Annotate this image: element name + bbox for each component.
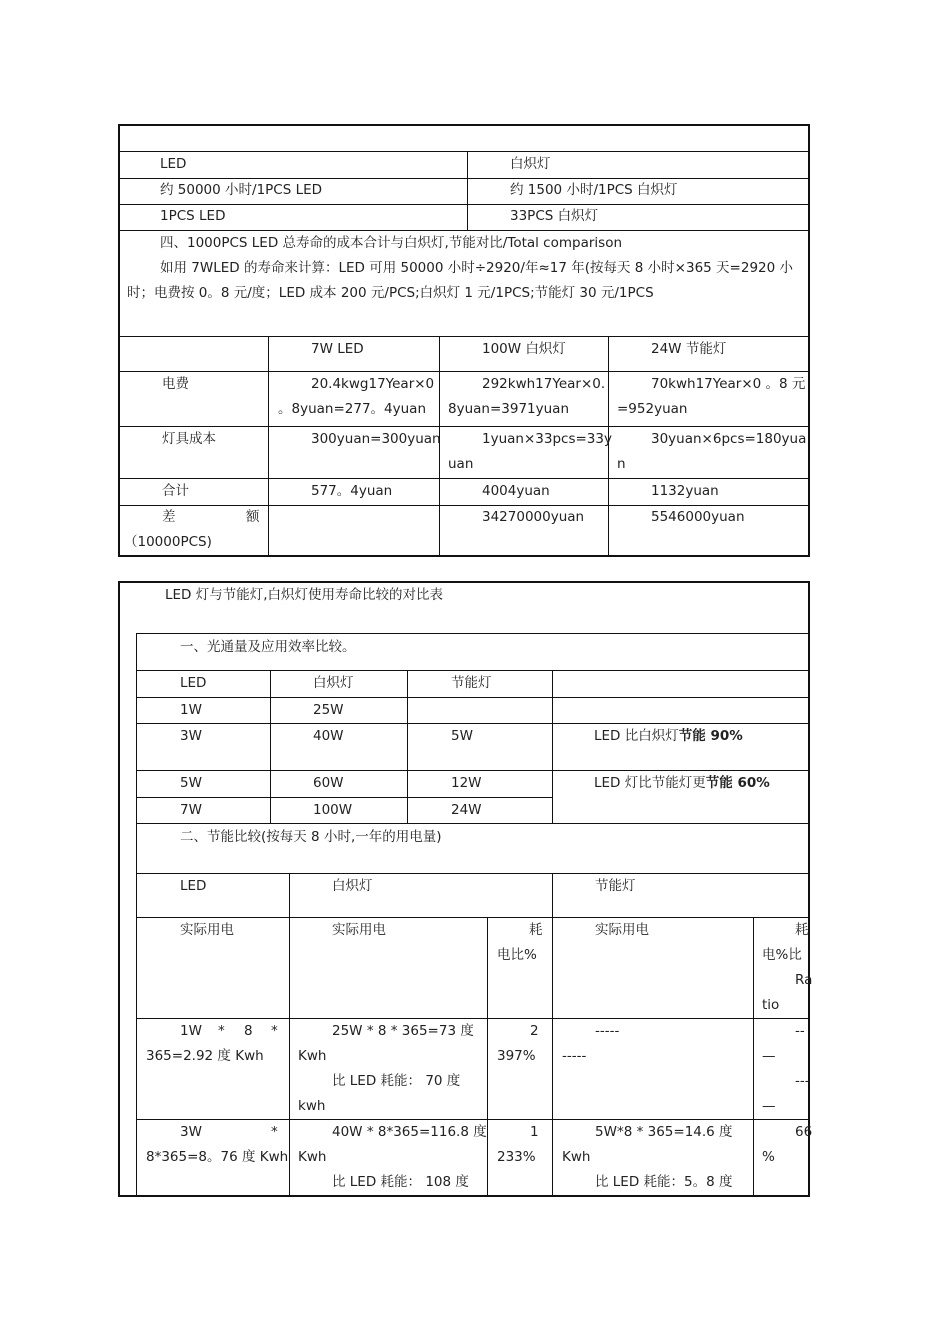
cell-text: 397%: [497, 1048, 536, 1064]
table-rule: [753, 917, 754, 1196]
table-rule: [467, 151, 468, 230]
row-label: 额: [246, 509, 260, 525]
cell-text: 34270000yuan: [482, 509, 585, 525]
cell-text: LED: [160, 156, 187, 172]
cell-text: 8: [244, 1023, 253, 1039]
remark-text: LED 比白炽灯: [594, 728, 679, 744]
section-title: 一、光通量及应用效率比较。: [180, 639, 356, 655]
remark-highlight: 节能 90%: [678, 728, 743, 744]
cell-text: 3W: [180, 1124, 202, 1140]
table-rule: [136, 697, 809, 698]
table-rule: [136, 873, 809, 874]
cell-text: 577。4yuan: [311, 483, 393, 499]
sub-header: 耗: [795, 922, 809, 938]
cell-text: 40W: [313, 728, 344, 744]
table-rule: [118, 1195, 810, 1197]
note-line: 如用 7WLED 的寿命来计算：LED 可用 50000 小时÷2920/年≈17 年(按每天 8 小时×365 天=2920 小: [160, 260, 793, 276]
cell-text: 4004yuan: [482, 483, 550, 499]
cell-text: 25W * 8 * 365=73 度: [332, 1023, 474, 1039]
cell-text: 20.4kwg17Year×0: [311, 376, 435, 392]
sub-header: Ra: [795, 972, 813, 988]
table-rule: [136, 823, 809, 824]
cell-text: 1: [530, 1124, 539, 1140]
cell-text: 白炽灯: [510, 156, 551, 172]
cell-text: 33PCS 白炽灯: [510, 208, 599, 224]
cell-text: 1yuan×33pcs=33y: [482, 431, 612, 447]
table-rule: [552, 670, 553, 823]
table-rule: [268, 336, 269, 556]
column-header: 节能灯: [451, 675, 492, 691]
note-line: 四、1000PCS LED 总寿命的成本合计与白炽灯,节能对比/Total comparison: [160, 235, 623, 251]
table-title: LED 灯与节能灯,白炽灯使用寿命比较的对比表: [165, 587, 444, 603]
note-line: 时；电费按 0。8 元/度；LED 成本 200 元/PCS;白炽灯 1 元/1PCS;节能灯 30 元/1PCS: [127, 285, 654, 301]
sub-header: tio: [762, 997, 780, 1013]
cell-text: 2: [530, 1023, 539, 1039]
column-header: LED: [180, 878, 207, 894]
cell-text: —: [762, 1098, 776, 1114]
cell-text: *: [271, 1023, 278, 1039]
cell-text: 8yuan=3971yuan: [448, 401, 570, 417]
sub-header: 电比%: [497, 947, 537, 963]
cell-text: —: [762, 1048, 776, 1064]
cell-text: 约 1500 小时/1PCS 白炽灯: [510, 182, 678, 198]
table-rule: [118, 581, 120, 1197]
table-rule: [119, 151, 809, 152]
row-label: 差: [162, 509, 176, 525]
cell-text: 1W: [180, 1023, 202, 1039]
sub-header: 实际用电: [180, 922, 234, 938]
column-header: LED: [180, 675, 207, 691]
cell-text: 3W: [180, 728, 202, 744]
cell-text: 300yuan=300yuan: [311, 431, 441, 447]
cell-text: 25W: [313, 702, 344, 718]
table-rule: [289, 873, 290, 1196]
cell-text: -----: [595, 1023, 620, 1039]
remark: [594, 771, 770, 796]
row-label: 合计: [162, 483, 189, 499]
cell-text: 1PCS LED: [160, 208, 226, 224]
sub-header: 实际用电: [332, 922, 386, 938]
cell-text: --: [795, 1023, 805, 1039]
cell-text: 约 50000 小时/1PCS LED: [160, 182, 323, 198]
column-header: 100W 白炽灯: [482, 341, 566, 357]
cell-text: 。8yuan=277。4yuan: [278, 401, 427, 417]
cell-text: 5W: [451, 728, 473, 744]
cell-text: 292kwh17Year×0.: [482, 376, 606, 392]
cell-text: 比 LED 耗能： 108 度: [332, 1174, 469, 1190]
cell-text: 比 LED 耗能：5。8 度: [595, 1174, 733, 1190]
cell-text: %: [762, 1149, 775, 1165]
column-header: 节能灯: [595, 878, 636, 894]
cell-text: 5546000yuan: [651, 509, 745, 525]
cell-text: -----: [562, 1048, 587, 1064]
cell-text: 24W: [451, 802, 482, 818]
table-rule: [270, 670, 271, 823]
cell-text: *: [271, 1124, 278, 1140]
remark-text: LED 灯比节能灯更: [594, 775, 706, 791]
cell-text: =952yuan: [617, 401, 688, 417]
cell-text: uan: [448, 456, 474, 472]
table-rule: [552, 873, 553, 1196]
cell-text: n: [617, 456, 626, 472]
cell-text: 1W: [180, 702, 202, 718]
cell-text: 1132yuan: [651, 483, 719, 499]
cell-text: 100W: [313, 802, 353, 818]
cell-text: 60W: [313, 775, 344, 791]
column-header: 24W 节能灯: [651, 341, 727, 357]
sub-header: 耗: [529, 922, 543, 938]
sub-header: 实际用电: [595, 922, 649, 938]
cell-text: 8*365=8。76 度 Kwh: [146, 1149, 289, 1165]
remark: [594, 724, 743, 749]
remark-highlight: 节能 60%: [705, 775, 770, 791]
table-rule: [487, 917, 488, 1196]
cell-text: 5W: [180, 775, 202, 791]
cell-text: 70kwh17Year×0 。8 元: [651, 376, 806, 392]
row-label: 灯具成本: [162, 431, 216, 447]
cell-text: 30yuan×6pcs=180yua: [651, 431, 807, 447]
cell-text: ---: [795, 1073, 810, 1089]
cell-text: 365=2.92 度 Kwh: [146, 1048, 264, 1064]
cell-text: 比 LED 耗能： 70 度: [332, 1073, 461, 1089]
cell-text: Kwh: [298, 1149, 327, 1165]
cell-text: kwh: [298, 1098, 326, 1114]
cell-text: 66: [795, 1124, 813, 1140]
cell-text: 233%: [497, 1149, 536, 1165]
cell-text: Kwh: [562, 1149, 591, 1165]
cell-text: 5W*8 * 365=14.6 度: [595, 1124, 733, 1140]
column-header: 白炽灯: [313, 675, 354, 691]
row-label: （10000PCS): [124, 534, 212, 550]
cell-text: 12W: [451, 775, 482, 791]
cell-text: 40W * 8*365=116.8 度: [332, 1124, 487, 1140]
section-title: 二、节能比较(按每天 8 小时,一年的用电量): [180, 829, 442, 845]
column-header: 白炽灯: [332, 878, 373, 894]
row-label: 电费: [162, 376, 189, 392]
table-rule: [136, 633, 137, 1196]
sub-header: 电%比: [762, 947, 802, 963]
cell-text: *: [218, 1023, 225, 1039]
table-rule: [407, 670, 408, 823]
cell-text: Kwh: [298, 1048, 327, 1064]
cell-text: 7W: [180, 802, 202, 818]
table-rule: [136, 633, 809, 634]
table-rule: [808, 581, 810, 1197]
column-header: 7W LED: [311, 341, 364, 357]
